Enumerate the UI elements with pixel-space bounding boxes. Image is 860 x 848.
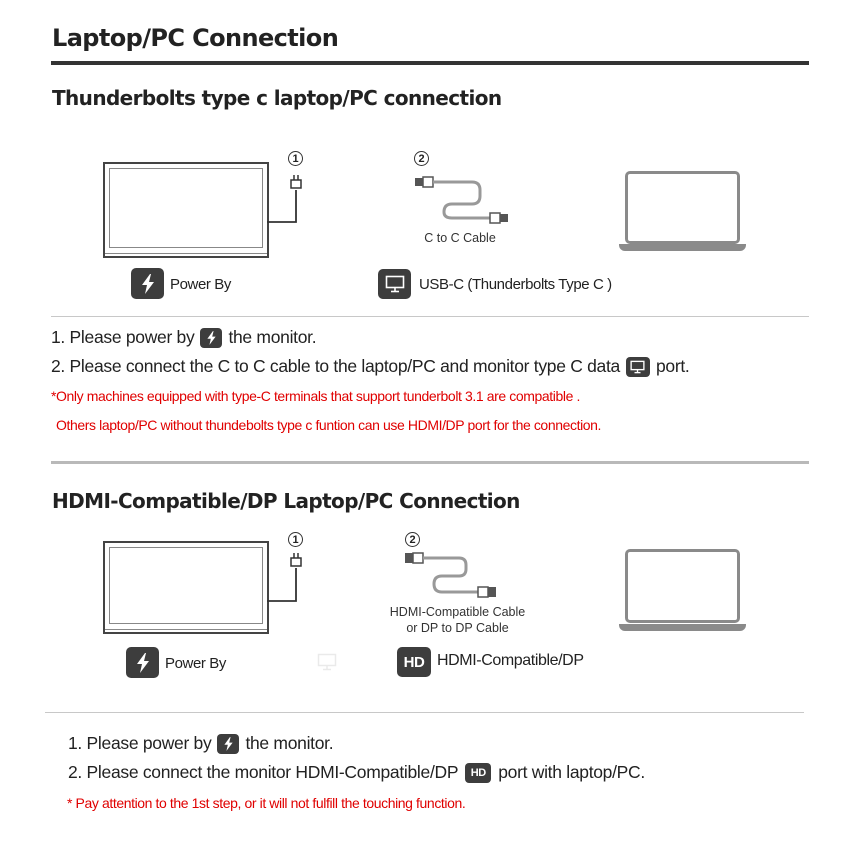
laptop-illustration xyxy=(625,549,740,623)
power-cable-icon xyxy=(262,530,312,610)
compatibility-note: Others laptop/PC without thundebolts type c funtion can use HDMI/DP port for the connection. xyxy=(56,417,602,433)
instruction-step-2 xyxy=(68,762,645,783)
step-text: the monitor. xyxy=(228,327,317,347)
section-divider xyxy=(51,461,809,464)
monitor-port-icon xyxy=(626,357,650,377)
portable-monitor-illustration xyxy=(103,541,269,634)
step-text: port. xyxy=(655,356,690,376)
laptop-base xyxy=(619,244,746,251)
hdmi-port-icon xyxy=(465,763,491,783)
step-marker-1: 1 xyxy=(288,532,303,547)
hd-badge-text: HD xyxy=(403,653,425,671)
laptop-illustration xyxy=(625,171,740,244)
touch-function-note: * Pay attention to the 1st step, or it will not fulfill the touching function. xyxy=(67,795,466,811)
instruction-step-1 xyxy=(51,327,316,348)
faint-monitor-icon xyxy=(316,653,338,671)
step-text: 1. Please power by xyxy=(51,327,195,347)
step-text: the monitor. xyxy=(245,733,334,753)
step-text: 2. Please connect the C to C cable to the laptop/PC and monitor type C data xyxy=(51,356,620,376)
hdmi-port-label: HDMI-Compatible/DP xyxy=(437,652,584,669)
page-title: Laptop/PC Connection xyxy=(52,24,339,52)
lightning-icon xyxy=(126,647,159,678)
step-marker-2: 2 xyxy=(405,532,420,547)
usb-c-port-label: USB-C (Thunderbolts Type C ) xyxy=(419,276,612,293)
instruction-step-2 xyxy=(51,356,690,377)
step-text: 1. Please power by xyxy=(68,733,212,753)
cable-label: HDMI-Compatible Cable xyxy=(389,605,526,619)
lightning-icon xyxy=(217,734,239,754)
power-by-label: Power By xyxy=(170,276,231,293)
monitor-port-icon xyxy=(378,269,411,299)
section1-title: Thunderbolts type c laptop/PC connection xyxy=(52,86,502,110)
title-divider xyxy=(51,61,809,65)
step-text: port with laptop/PC. xyxy=(498,762,645,782)
usb-c-cable-icon xyxy=(412,172,512,226)
power-by-label: Power By xyxy=(165,655,226,672)
hdmi-cable-icon xyxy=(402,550,502,602)
section2-title: HDMI-Compatible/DP Laptop/PC Connection xyxy=(52,489,520,513)
laptop-base xyxy=(619,624,746,631)
power-cable-icon xyxy=(262,150,312,240)
lightning-icon xyxy=(200,328,222,348)
lightning-icon xyxy=(131,268,164,299)
step-marker-2: 2 xyxy=(414,151,429,166)
hd-badge-text: HD xyxy=(470,766,486,779)
cable-label: C to C Cable xyxy=(424,231,496,245)
hdmi-port-icon xyxy=(397,647,431,677)
portable-monitor-illustration xyxy=(103,162,269,258)
step-text: 2. Please connect the monitor HDMI-Compatible/DP xyxy=(68,762,459,782)
cable-label: or DP to DP Cable xyxy=(406,621,509,635)
step-marker-1: 1 xyxy=(288,151,303,166)
instruction-step-1 xyxy=(68,733,333,754)
divider xyxy=(51,316,809,317)
divider xyxy=(45,712,804,713)
compatibility-note: *Only machines equipped with type-C terminals that support tunderbolt 3.1 are compatible . xyxy=(51,388,580,404)
